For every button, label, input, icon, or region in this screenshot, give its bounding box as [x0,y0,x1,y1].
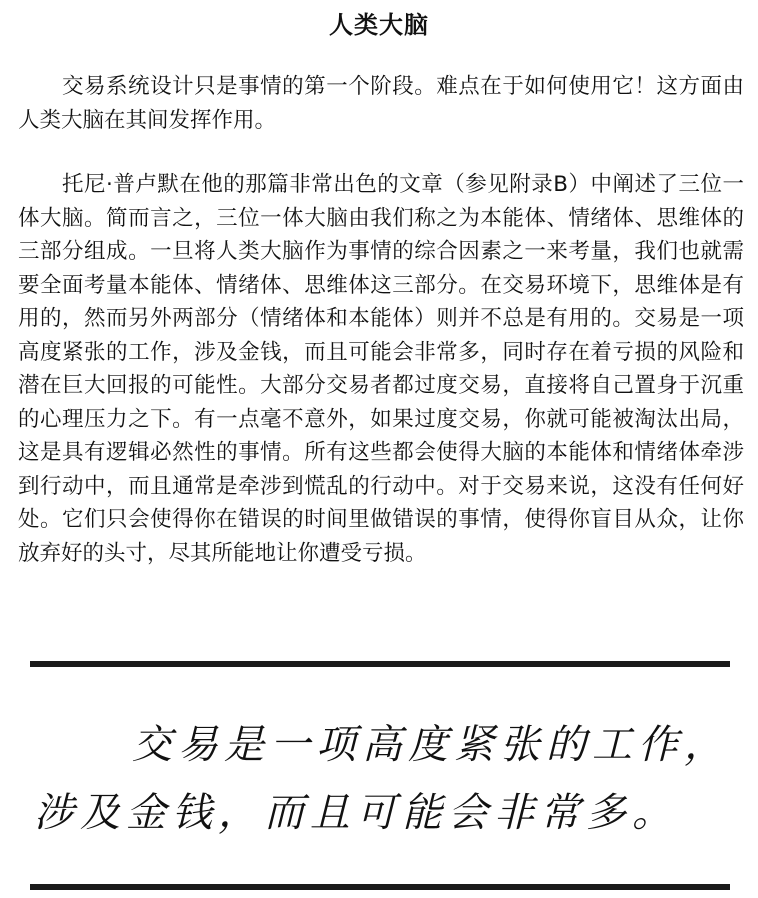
section-title: 人类大脑 [329,11,429,39]
pull-quote-line-1: 交易是一项高度紧张的工作， [132,722,730,768]
pull-quote-top-rule [30,661,730,667]
paragraph-intro: 交易系统设计只是事情的第一个阶段。难点在于如何使用它！这方面由人类大脑在其间发挥作用。 [18,74,744,133]
pull-quote-bottom-rule [30,884,730,890]
pull-quote-line-2: 涉及金钱，而且可能会非常多。 [34,790,678,836]
paragraph-triune-brain: 托尼·普卢默在他的那篇非常出色的文章（参见附录B）中阐述了三位一体大脑。简而言之，三位一体大脑由我们称之为本能体、情绪体、思维体的三部分组成。一旦将人类大脑作为事情的综合因素之一来考量，我们也就需要全面考量本能体、情绪体、思维体这三部分。在交易环境下，思维体是有用的，然而另外两部分（情绪体和本能体）则并不总是有用的。交易是一项高度紧张的工作，涉及金钱，而且可能会非常多，同时存在着亏损的风险和潜在巨大回报的可能性。大部分交易者都过度交易，直接将自己置身于沉重的心理压力之下。有一点毫不意外，如果过度交易，你就可能被淘汰出局，这是具有逻辑必然性的事情。所有这些都会使得大脑的本能体和情绪体牵涉到行动中，而且通常是牵涉到慌乱的行动中。对于交易来说，这没有任何好处。它们只会使得你在错误的时间里做错误的事情，使得你盲目从众，让你放弃好的头寸，尽其所能地让你遭受亏损。 [18,172,744,566]
